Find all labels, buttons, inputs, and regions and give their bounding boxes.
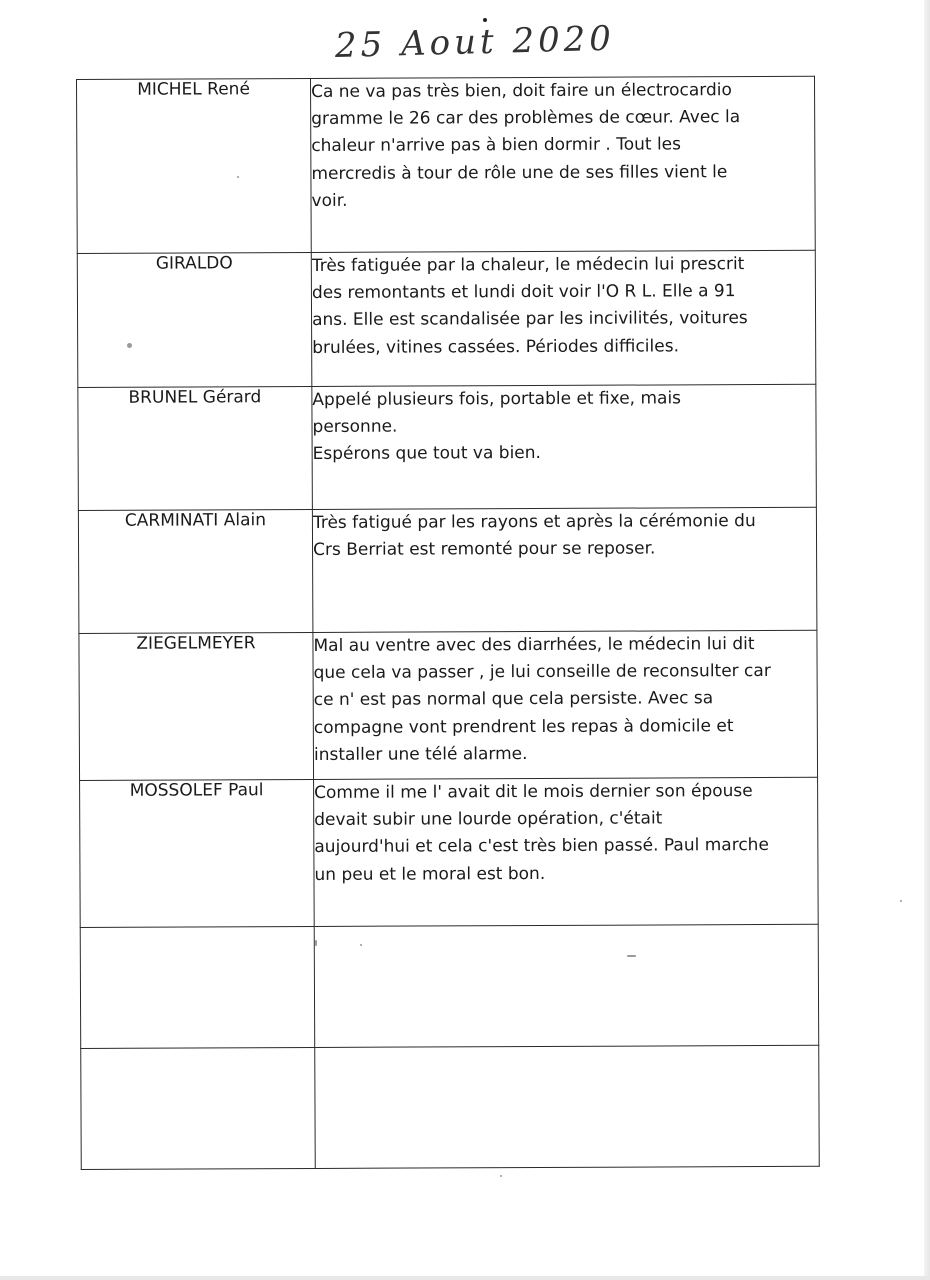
table-row (77, 250, 816, 387)
table-row (80, 777, 819, 927)
call-note: Très fatigué par les rayons et après la cérémonie du Crs Berriat est remonté pour se reposer. (312, 507, 817, 632)
person-name: GIRALDO (77, 252, 312, 387)
scan-speck (627, 955, 636, 957)
call-note: Comme il me l' avait dit le mois dernier son épouse devait subir une lourde opération, c'était aujourd'hui et cela c'est très bien passé. Paul marche un peu et le moral est bon. (314, 777, 819, 926)
person-name: ZIEGELMEYER (79, 632, 314, 780)
person-name: MOSSOLEF Paul (80, 779, 315, 927)
scan-speck (127, 343, 132, 348)
table-row (80, 924, 819, 1048)
scan-speck (500, 1175, 502, 1177)
table-row (77, 76, 816, 253)
call-note (314, 924, 819, 1047)
handwritten-date: 25 Aout 2020 (334, 18, 616, 66)
scan-speck (360, 944, 362, 946)
call-log-table (76, 76, 817, 1169)
scan-edge (0, 1276, 930, 1280)
person-name: BRUNEL Gérard (78, 386, 313, 510)
person-name (80, 926, 315, 1048)
call-note (315, 1045, 820, 1168)
call-note: Appelé plusieurs fois, portable et fixe, mais personne. Espérons que tout va bien. (312, 384, 817, 509)
person-name: MICHEL René (77, 78, 312, 253)
table-row (81, 1045, 820, 1169)
table-row (78, 507, 817, 633)
call-note: Très fatiguée par la chaleur, le médecin lui prescrit des remontants et lundi doit voir l'O R L. Elle a 91 ans. Elle est scandalisée par les incivilités, voitures brulées, vitines cassées. Périodes difficiles. (311, 250, 816, 386)
person-name: CARMINATI Alain (78, 509, 313, 633)
entries-table (76, 76, 820, 1170)
scan-edge (924, 0, 930, 1280)
scan-speck (237, 176, 239, 178)
scan-speck (900, 900, 902, 902)
call-note: Ca ne va pas très bien, doit faire un électrocardio gramme le 26 car des problèmes de cœur. Avec la chaleur n'arrive pas à bien dormir . Tout les mercredis à tour de rôle une de ses filles vient le voir. (310, 76, 815, 252)
person-name (81, 1047, 316, 1169)
call-note: Mal au ventre avec des diarrhées, le médecin lui dit que cela va passer , je lui conseille de reconsulter car ce n' est pas normal que cela persiste. Avec sa compagne vont prendrent les repas à domicile et installer une télé alarme. (313, 630, 818, 779)
scan-speck (315, 940, 317, 946)
table-row (78, 384, 817, 510)
table-row (79, 630, 818, 780)
